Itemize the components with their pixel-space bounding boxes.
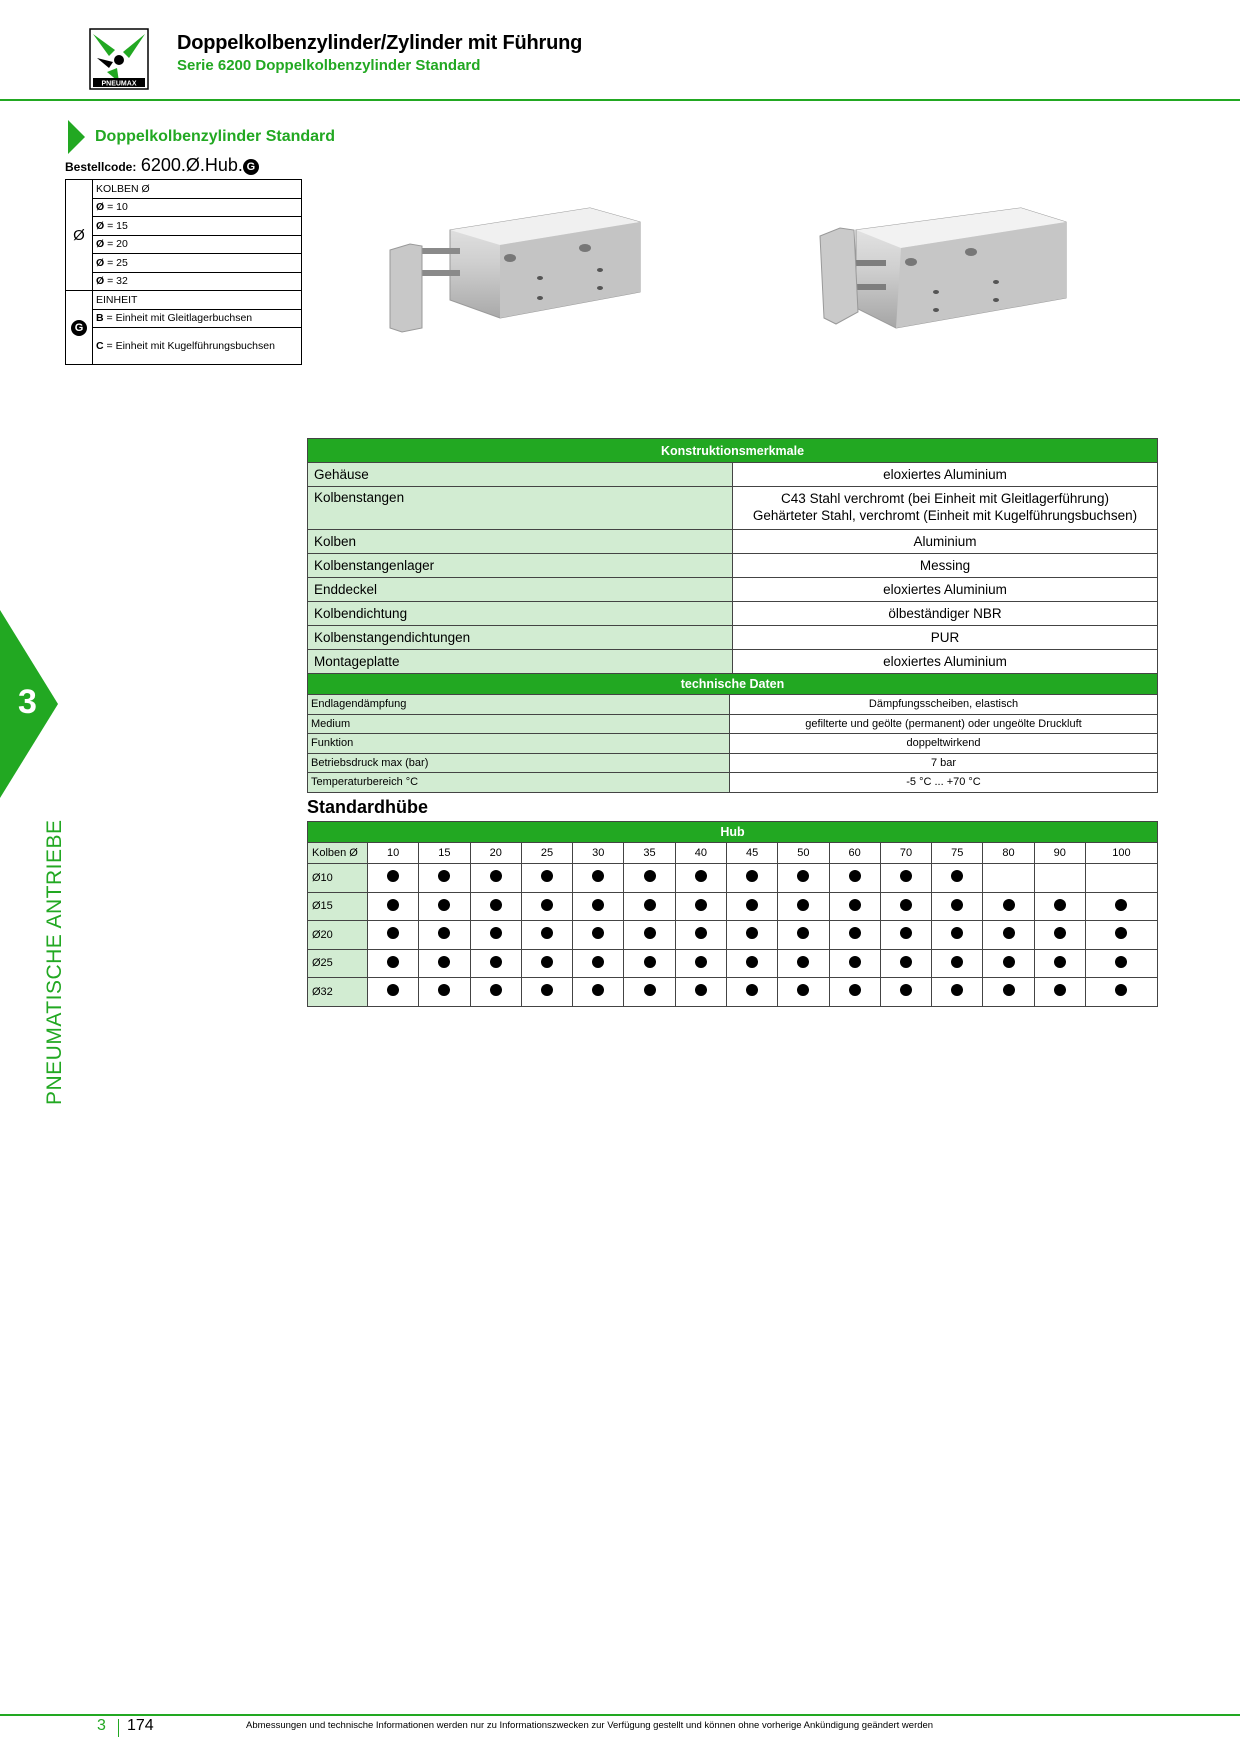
available-dot-icon bbox=[644, 899, 656, 911]
order-code-value: 6200.Ø.Hub. bbox=[140, 155, 243, 175]
stroke-cell bbox=[624, 921, 675, 950]
available-dot-icon bbox=[797, 899, 809, 911]
table-row: Endlagendämpfung Dämpfungsscheiben, elastisch bbox=[308, 695, 1158, 715]
available-dot-icon bbox=[592, 899, 604, 911]
available-dot-icon bbox=[1115, 927, 1127, 939]
available-dot-icon bbox=[1054, 899, 1066, 911]
available-dot-icon bbox=[592, 956, 604, 968]
stroke-cell bbox=[778, 949, 829, 978]
available-dot-icon bbox=[1115, 984, 1127, 996]
stroke-column-header: 75 bbox=[932, 843, 983, 864]
available-dot-icon bbox=[951, 984, 963, 996]
stroke-cell bbox=[368, 892, 419, 921]
stroke-column-header: 10 bbox=[368, 843, 419, 864]
option-row: Ø = 25 bbox=[93, 254, 302, 273]
stroke-cell bbox=[1085, 921, 1157, 950]
available-dot-icon bbox=[644, 927, 656, 939]
available-dot-icon bbox=[592, 984, 604, 996]
available-dot-icon bbox=[1054, 984, 1066, 996]
available-dot-icon bbox=[746, 984, 758, 996]
available-dot-icon bbox=[797, 956, 809, 968]
stroke-cell bbox=[880, 864, 931, 893]
stroke-column-header: 60 bbox=[829, 843, 880, 864]
stroke-cell bbox=[726, 892, 777, 921]
available-dot-icon bbox=[387, 984, 399, 996]
available-dot-icon bbox=[849, 956, 861, 968]
stroke-cell bbox=[880, 892, 931, 921]
technical-title: technische Daten bbox=[308, 674, 1158, 695]
stroke-cell bbox=[983, 864, 1034, 893]
order-code-table bbox=[65, 179, 302, 365]
available-dot-icon bbox=[387, 956, 399, 968]
stroke-cell bbox=[778, 892, 829, 921]
available-dot-icon bbox=[951, 870, 963, 882]
stroke-cell bbox=[983, 978, 1034, 1007]
available-dot-icon bbox=[797, 870, 809, 882]
stroke-cell bbox=[521, 864, 572, 893]
stroke-cell bbox=[521, 921, 572, 950]
available-dot-icon bbox=[541, 899, 553, 911]
stroke-cell bbox=[880, 949, 931, 978]
stroke-column-header: 50 bbox=[778, 843, 829, 864]
stroke-cell bbox=[573, 978, 624, 1007]
stroke-cell bbox=[368, 921, 419, 950]
pneumax-logo bbox=[89, 28, 149, 90]
table-row bbox=[308, 921, 1158, 950]
available-dot-icon bbox=[695, 927, 707, 939]
available-dot-icon bbox=[746, 870, 758, 882]
page-title: Doppelkolbenzylinder/Zylinder mit Führung bbox=[177, 32, 583, 54]
option-row: B = Einheit mit Gleitlagerbuchsen bbox=[93, 309, 302, 328]
stroke-cell bbox=[726, 864, 777, 893]
option-row: Ø = 20 bbox=[93, 235, 302, 254]
table-row: Montageplatte eloxiertes Aluminium bbox=[308, 650, 1158, 674]
option-row: Ø = 15 bbox=[93, 217, 302, 236]
stroke-cell bbox=[726, 978, 777, 1007]
option-row: C = Einheit mit Kugelführungsbuchsen bbox=[93, 328, 302, 365]
stroke-cell bbox=[880, 921, 931, 950]
stroke-cell bbox=[521, 978, 572, 1007]
available-dot-icon bbox=[438, 870, 450, 882]
stroke-cell bbox=[368, 949, 419, 978]
available-dot-icon bbox=[644, 870, 656, 882]
stroke-cell bbox=[368, 978, 419, 1007]
stroke-cell bbox=[470, 949, 521, 978]
stroke-cell bbox=[419, 949, 470, 978]
construction-table bbox=[307, 438, 1158, 674]
available-dot-icon bbox=[951, 927, 963, 939]
diameter-symbol: Ø bbox=[66, 180, 93, 291]
table-row: Temperaturbereich °C -5 °C ... +70 °C bbox=[308, 773, 1158, 793]
stroke-cell bbox=[470, 921, 521, 950]
option-row: Ø = 10 bbox=[93, 198, 302, 217]
available-dot-icon bbox=[387, 927, 399, 939]
logo-text: PNEUMAX bbox=[101, 80, 137, 88]
stroke-column-header: 70 bbox=[880, 843, 931, 864]
stroke-cell bbox=[573, 921, 624, 950]
piston-diameter-label: Ø20 bbox=[308, 921, 368, 950]
available-dot-icon bbox=[900, 870, 912, 882]
available-dot-icon bbox=[746, 956, 758, 968]
available-dot-icon bbox=[900, 984, 912, 996]
stroke-cell bbox=[675, 921, 726, 950]
strokes-table bbox=[307, 821, 1158, 1007]
piston-diameter-label: Ø25 bbox=[308, 949, 368, 978]
stroke-cell bbox=[419, 921, 470, 950]
available-dot-icon bbox=[644, 984, 656, 996]
stroke-cell bbox=[521, 892, 572, 921]
table-row bbox=[308, 978, 1158, 1007]
stroke-cell bbox=[573, 864, 624, 893]
stroke-column-header: 90 bbox=[1034, 843, 1085, 864]
stroke-cell bbox=[470, 892, 521, 921]
available-dot-icon bbox=[1003, 956, 1015, 968]
available-dot-icon bbox=[695, 899, 707, 911]
unit-symbol: G bbox=[66, 291, 93, 365]
stroke-column-header: 45 bbox=[726, 843, 777, 864]
available-dot-icon bbox=[592, 870, 604, 882]
stroke-cell bbox=[1034, 892, 1085, 921]
stroke-column-header: 80 bbox=[983, 843, 1034, 864]
stroke-cell bbox=[573, 892, 624, 921]
stroke-cell bbox=[624, 949, 675, 978]
strokes-title: Standardhübe bbox=[307, 797, 429, 817]
stroke-cell bbox=[470, 978, 521, 1007]
stroke-cell bbox=[829, 978, 880, 1007]
product-image-slide-bearing bbox=[380, 200, 660, 340]
stroke-cell bbox=[829, 892, 880, 921]
page-number: 174 bbox=[127, 1717, 154, 1734]
footer-separator bbox=[118, 1719, 119, 1737]
available-dot-icon bbox=[1115, 899, 1127, 911]
available-dot-icon bbox=[849, 899, 861, 911]
available-dot-icon bbox=[644, 956, 656, 968]
available-dot-icon bbox=[1054, 956, 1066, 968]
available-dot-icon bbox=[695, 956, 707, 968]
available-dot-icon bbox=[541, 956, 553, 968]
stroke-cell bbox=[778, 978, 829, 1007]
available-dot-icon bbox=[387, 899, 399, 911]
stroke-column-header: 40 bbox=[675, 843, 726, 864]
table-row: Gehäuse eloxiertes Aluminium bbox=[308, 463, 1158, 487]
available-dot-icon bbox=[849, 870, 861, 882]
stroke-cell bbox=[1034, 864, 1085, 893]
stroke-cell bbox=[1085, 864, 1157, 893]
stroke-cell bbox=[932, 864, 983, 893]
stroke-cell bbox=[1034, 921, 1085, 950]
stroke-cell bbox=[624, 978, 675, 1007]
available-dot-icon bbox=[900, 956, 912, 968]
section-arrow-icon bbox=[68, 120, 85, 154]
table-row: Medium gefilterte und geölte (permanent) oder ungeölte Druckluft bbox=[308, 714, 1158, 734]
stroke-cell bbox=[778, 864, 829, 893]
available-dot-icon bbox=[1003, 927, 1015, 939]
available-dot-icon bbox=[490, 927, 502, 939]
table-row bbox=[308, 949, 1158, 978]
technical-data-table bbox=[307, 673, 1158, 793]
stroke-column-header: 30 bbox=[573, 843, 624, 864]
stroke-cell bbox=[932, 978, 983, 1007]
row-header-label: Kolben Ø bbox=[308, 843, 368, 864]
stroke-cell bbox=[573, 949, 624, 978]
available-dot-icon bbox=[746, 899, 758, 911]
stroke-cell bbox=[419, 864, 470, 893]
chapter-number: 3 bbox=[18, 683, 37, 721]
stroke-cell bbox=[675, 892, 726, 921]
available-dot-icon bbox=[490, 984, 502, 996]
piston-diameter-label: Ø10 bbox=[308, 864, 368, 893]
available-dot-icon bbox=[490, 870, 502, 882]
stroke-cell bbox=[778, 921, 829, 950]
available-dot-icon bbox=[541, 870, 553, 882]
piston-diameter-label: Ø32 bbox=[308, 978, 368, 1007]
available-dot-icon bbox=[695, 984, 707, 996]
available-dot-icon bbox=[951, 899, 963, 911]
stroke-cell bbox=[983, 921, 1034, 950]
order-code-label: Bestellcode: bbox=[65, 160, 137, 174]
strokes-table-title: Hub bbox=[308, 822, 1158, 843]
stroke-cell bbox=[726, 949, 777, 978]
table-row: Enddeckel eloxiertes Aluminium bbox=[308, 578, 1158, 602]
stroke-column-header: 20 bbox=[470, 843, 521, 864]
available-dot-icon bbox=[1003, 984, 1015, 996]
stroke-cell bbox=[368, 864, 419, 893]
available-dot-icon bbox=[1054, 927, 1066, 939]
stroke-cell bbox=[932, 892, 983, 921]
stroke-cell bbox=[1085, 978, 1157, 1007]
available-dot-icon bbox=[438, 984, 450, 996]
stroke-cell bbox=[1034, 978, 1085, 1007]
stroke-cell bbox=[829, 864, 880, 893]
option-row: Ø = 32 bbox=[93, 272, 302, 291]
header-divider bbox=[0, 99, 1240, 101]
stroke-cell bbox=[1085, 892, 1157, 921]
available-dot-icon bbox=[746, 927, 758, 939]
available-dot-icon bbox=[849, 984, 861, 996]
table-row bbox=[308, 864, 1158, 893]
table-row bbox=[308, 892, 1158, 921]
stroke-cell bbox=[983, 949, 1034, 978]
stroke-cell bbox=[419, 978, 470, 1007]
available-dot-icon bbox=[541, 984, 553, 996]
construction-title: Konstruktionsmerkmale bbox=[308, 439, 1158, 463]
available-dot-icon bbox=[438, 956, 450, 968]
stroke-column-header: 15 bbox=[419, 843, 470, 864]
available-dot-icon bbox=[490, 956, 502, 968]
stroke-column-header: 25 bbox=[521, 843, 572, 864]
available-dot-icon bbox=[438, 899, 450, 911]
available-dot-icon bbox=[1115, 956, 1127, 968]
stroke-cell bbox=[675, 949, 726, 978]
stroke-cell bbox=[829, 949, 880, 978]
chapter-label: PNEUMATISCHE ANTRIEBE bbox=[43, 819, 66, 1105]
stroke-cell bbox=[624, 892, 675, 921]
available-dot-icon bbox=[797, 927, 809, 939]
stroke-cell bbox=[521, 949, 572, 978]
footer-divider bbox=[0, 1714, 1240, 1716]
table-row: Betriebsdruck max (bar) 7 bar bbox=[308, 753, 1158, 773]
stroke-cell bbox=[932, 921, 983, 950]
unit-symbol-icon: G bbox=[243, 159, 259, 175]
available-dot-icon bbox=[900, 927, 912, 939]
stroke-cell bbox=[829, 921, 880, 950]
available-dot-icon bbox=[541, 927, 553, 939]
available-dot-icon bbox=[797, 984, 809, 996]
footer-chapter: 3 bbox=[97, 1717, 106, 1734]
group-heading: EINHEIT bbox=[93, 291, 302, 310]
available-dot-icon bbox=[438, 927, 450, 939]
available-dot-icon bbox=[951, 956, 963, 968]
footer-disclaimer: Abmessungen und technische Informationen werden nur zu Informationszwecken zur Verfügung gestellt und können ohne vorherige Ankündigung geändert werden bbox=[246, 1720, 934, 1731]
table-row: Kolbenstangen C43 Stahl verchromt (bei Einheit mit Gleitlagerführung) Gehärteter Stahl, verchromt (Einheit mit Kugelführungsbuchsen) bbox=[308, 487, 1158, 530]
stroke-cell bbox=[419, 892, 470, 921]
stroke-cell bbox=[880, 978, 931, 1007]
stroke-cell bbox=[675, 978, 726, 1007]
table-row: Kolbendichtung ölbeständiger NBR bbox=[308, 602, 1158, 626]
available-dot-icon bbox=[900, 899, 912, 911]
order-code bbox=[65, 155, 259, 176]
stroke-column-header: 35 bbox=[624, 843, 675, 864]
stroke-cell bbox=[675, 864, 726, 893]
available-dot-icon bbox=[490, 899, 502, 911]
table-row: Funktion doppeltwirkend bbox=[308, 734, 1158, 754]
available-dot-icon bbox=[849, 927, 861, 939]
available-dot-icon bbox=[592, 927, 604, 939]
stroke-cell bbox=[1085, 949, 1157, 978]
group-heading: KOLBEN Ø bbox=[93, 180, 302, 199]
available-dot-icon bbox=[387, 870, 399, 882]
stroke-cell bbox=[983, 892, 1034, 921]
piston-diameter-label: Ø15 bbox=[308, 892, 368, 921]
page-subtitle: Serie 6200 Doppelkolbenzylinder Standard bbox=[177, 57, 481, 74]
stroke-column-header: 100 bbox=[1085, 843, 1157, 864]
stroke-cell bbox=[726, 921, 777, 950]
stroke-cell bbox=[1034, 949, 1085, 978]
available-dot-icon bbox=[1003, 899, 1015, 911]
product-image-ball-bushing bbox=[806, 200, 1096, 350]
table-row: Kolbenstangendichtungen PUR bbox=[308, 626, 1158, 650]
stroke-cell bbox=[932, 949, 983, 978]
section-title: Doppelkolbenzylinder Standard bbox=[95, 128, 336, 145]
available-dot-icon bbox=[695, 870, 707, 882]
table-row: Kolben Aluminium bbox=[308, 530, 1158, 554]
table-row: Kolbenstangenlager Messing bbox=[308, 554, 1158, 578]
stroke-cell bbox=[470, 864, 521, 893]
stroke-cell bbox=[624, 864, 675, 893]
